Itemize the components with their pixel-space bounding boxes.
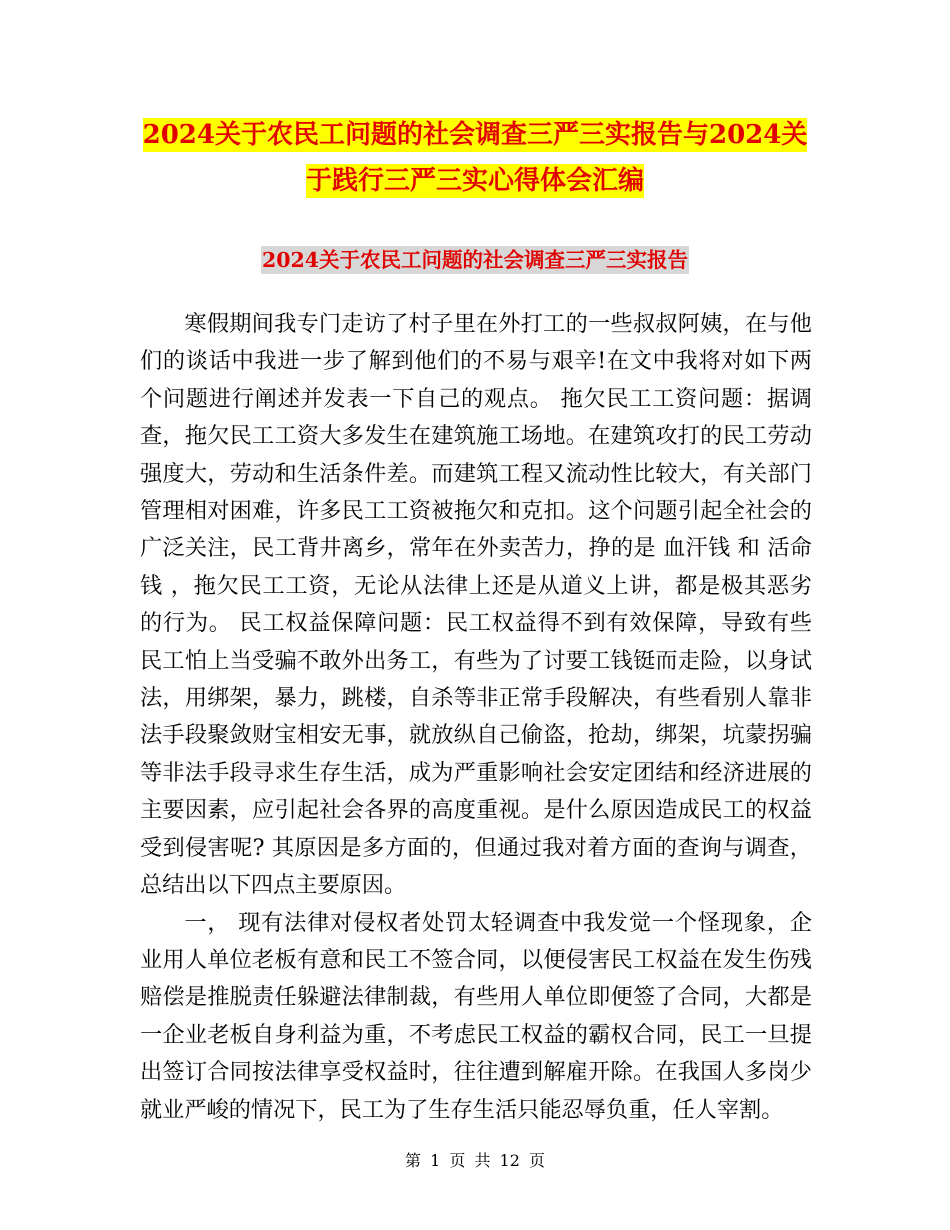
section-heading-text: 2024关于农民工问题的社会调查三严三实报告 <box>261 248 689 272</box>
document-body <box>140 306 812 1129</box>
section-heading <box>140 243 810 277</box>
body-paragraph-2: 一， 现有法律对侵权者处罚太轻调查中我发觉一个怪现象，企业用人单位老板有意和民工不签合同，以便侵害民工权益在发生伤残赔偿是推脱责任躲避法律制裁，有些用人单位即便签了合同，大都是一企业老板自身利益为重，不考虑民工权益的霸权合同，民工一旦提出签订合同按法律享受权益时，往往遭到解雇开除。在我国人多岗少就业严峻的情况下，民工为了生存生活只能忍辱负重，任人宰割。 <box>140 909 812 1123</box>
page-footer: 第 1 页 共 12 页 <box>405 1151 545 1170</box>
document-title <box>140 112 810 204</box>
document-title-text: 2024关于农民工问题的社会调查三严三实报告与2024关于践行三严三实心得体会汇编 <box>142 120 808 196</box>
body-paragraph-1: 寒假期间我专门走访了村子里在外打工的一些叔叔阿姨，在与他们的谈话中我进一步了解到他们的不易与艰辛!在文中我将对如下两个问题进行阐述并发表一下自己的观点。 拖欠民工工资问题：据调查，拖欠民工工资大多发生在建筑施工场地。在建筑攻打的民工劳动强度大，劳动和生活条件差。而建筑工程又流动性比较大，有关部门管理相对困难，许多民工工资被拖欠和克扣。这个问题引起全社会的广泛关注，民工背井离乡，常年在外卖苦力，挣的是 血汗钱 和 活命钱 ，拖欠民工工资，无论从法律上还是从道义上讲，都是极其恶劣的行为。 民工权益保障问题：民工权益得不到有效保障，导致有些民工怕上当受骗不敢外出务工，有些为了讨要工钱铤而走险，以身试法，用绑架，暴力，跳楼，自杀等非正常手段解决，有些看别人靠非法手段聚敛财宝相安无事，就放纵自己偷盗，抢劫，绑架，坑蒙拐骗等非法手段寻求生存生活，成为严重影响社会安定团结和经济进展的主要因素，应引起社会各界的高度重视。是什么原因造成民工的权益受到侵害呢? 其原因是多方面的，但通过我对着方面的查询与调查，总结出以下四点主要原因。 <box>140 311 812 899</box>
